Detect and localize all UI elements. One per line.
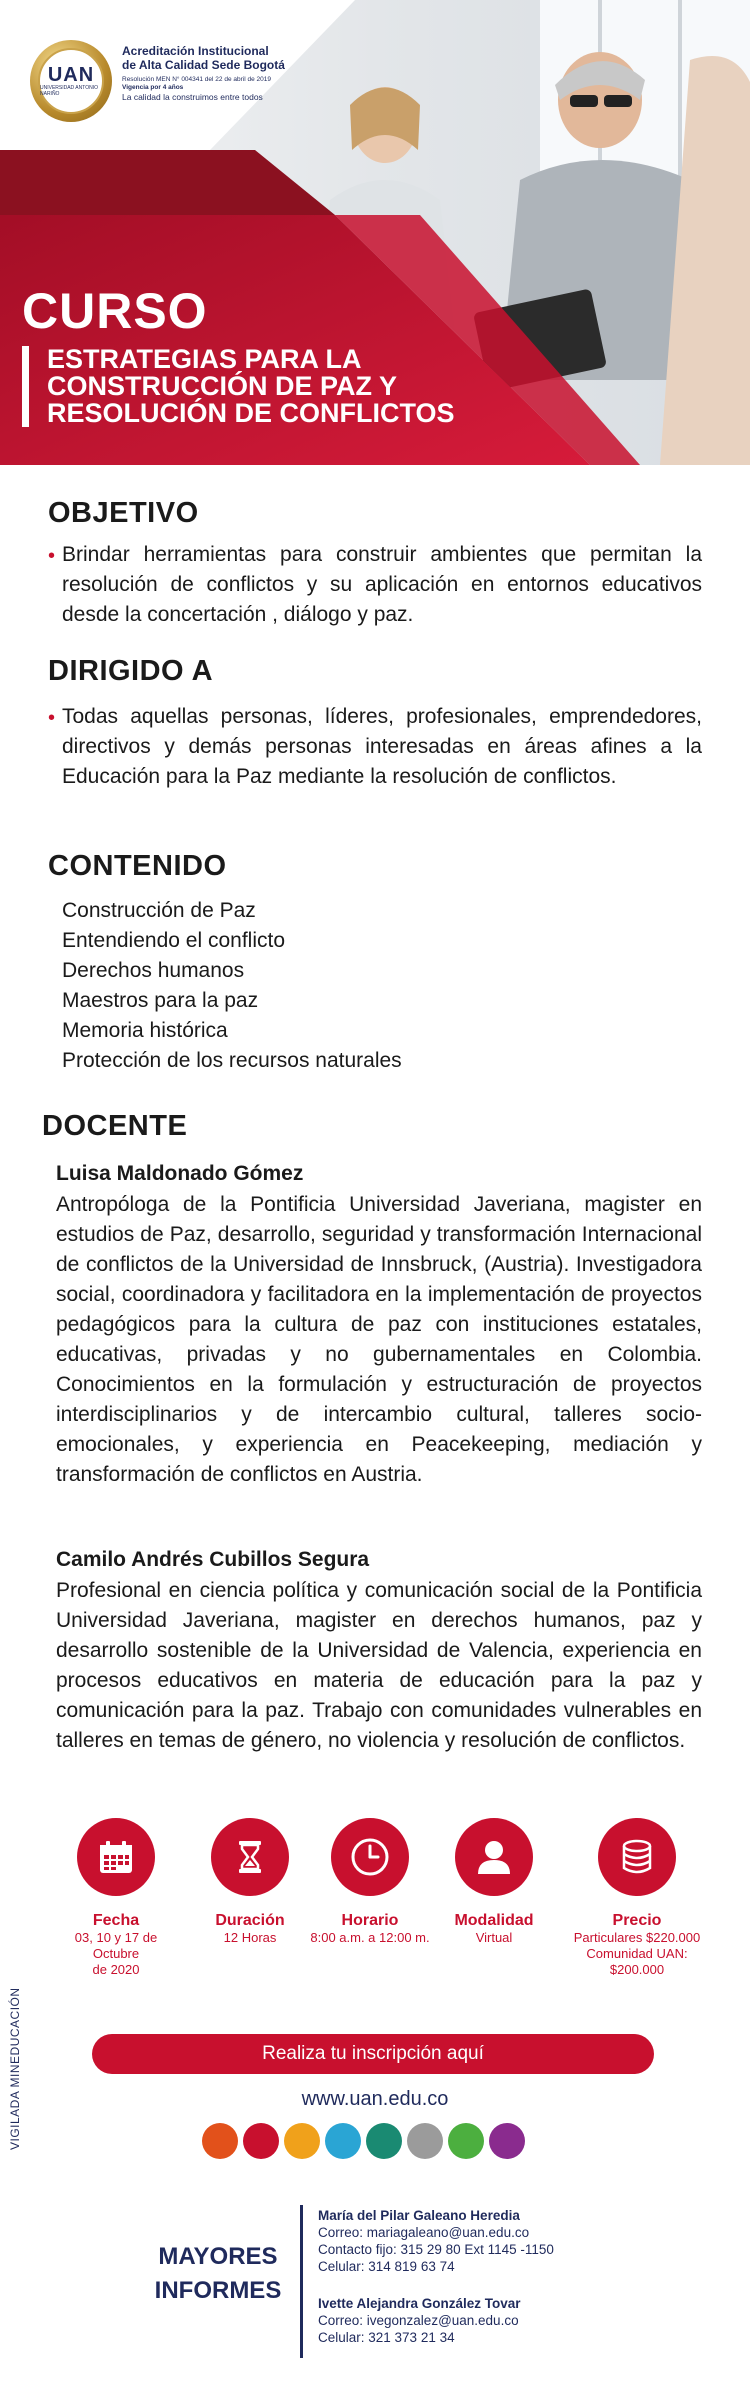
hourglass-icon (211, 1818, 289, 1896)
contact-name: María del Pilar Galeano Heredia (318, 2208, 520, 2223)
contact-name: Ivette Alejandra González Tovar (318, 2296, 521, 2311)
list-item: Derechos humanos (62, 959, 245, 982)
color-dot (366, 2123, 402, 2159)
dirigido-text: Todas aquellas personas, líderes, profesionales, emprendedores, directivos y demás personas interesadas en áreas afines a la Educación para la Paz mediante la resolución de conflictos. (62, 705, 702, 788)
accreditation-text (122, 44, 362, 103)
info-horario (300, 1818, 440, 1946)
color-dot (325, 2123, 361, 2159)
info-value: Particulares $220.000 (573, 1930, 701, 1945)
color-dot (407, 2123, 443, 2159)
course-label: CURSO (22, 283, 208, 339)
bullet-icon: • (48, 545, 56, 567)
info-label: Horario (341, 1912, 399, 1929)
objetivo-heading: OBJETIVO (48, 497, 199, 529)
info-label: Modalidad (454, 1912, 534, 1929)
color-dot (489, 2123, 525, 2159)
list-item: Construcción de Paz (62, 899, 256, 922)
contact-line: Celular: 321 373 21 34 (318, 2330, 455, 2345)
logo-subtext: UNIVERSIDAD ANTONIO NARIÑO (40, 85, 98, 97)
database-icon (598, 1818, 676, 1896)
register-button[interactable]: Realiza tu inscripción aquí (92, 2034, 654, 2074)
teacher-name: Camilo Andrés Cubillos Segura (56, 1548, 370, 1571)
accreditation-line1: Acreditación Institucional (122, 44, 269, 58)
list-item: Entendiendo el conflicto (62, 929, 285, 952)
palette-dots (202, 2123, 525, 2159)
info-value: Comunidad UAN: $200.000 (586, 1946, 688, 1977)
contact-block (318, 2295, 521, 2346)
color-dot (202, 2123, 238, 2159)
accreditation-resolution: Resolución MEN N° 004341 del 22 de abril de 2019 (122, 76, 271, 83)
color-dot (243, 2123, 279, 2159)
docente-heading: DOCENTE (42, 1110, 188, 1142)
university-slogan: La calidad la construimos entre todos (122, 92, 263, 102)
vigilada-text: VIGILADA MINEDUCACIÓN (8, 1987, 22, 2150)
clock-icon (331, 1818, 409, 1896)
info-duracion (180, 1818, 320, 1946)
hero-banner (0, 0, 750, 465)
course-name-line: RESOLUCIÓN DE CONFLICTOS (47, 398, 455, 428)
course-name-line: CONSTRUCCIÓN DE PAZ Y (47, 371, 398, 401)
contenido-heading: CONTENIDO (48, 850, 227, 882)
list-item: Protección de los recursos naturales (62, 1049, 402, 1072)
color-dot (448, 2123, 484, 2159)
accreditation-validity: Vigencia por 4 años (122, 84, 184, 91)
list-item: Memoria histórica (62, 1019, 228, 1042)
course-name-line: ESTRATEGIAS PARA LA (47, 344, 362, 374)
website-link[interactable]: www.uan.edu.co (301, 2088, 449, 2110)
calendar-icon (77, 1818, 155, 1896)
dirigido-heading: DIRIGIDO A (48, 655, 214, 687)
info-value: Octubre (92, 1946, 140, 1961)
info-label: Duración (215, 1912, 285, 1929)
logo-text: UAN (47, 64, 95, 86)
contact-line[interactable]: Correo: mariagaleano@uan.edu.co (318, 2225, 530, 2240)
divider (300, 2205, 303, 2358)
university-seal (30, 40, 112, 122)
mayores-informes-heading (148, 2240, 288, 2308)
info-fecha (46, 1818, 186, 1978)
course-name (22, 346, 455, 427)
objetivo-text: Brindar herramientas para construir ambientes que permitan la resolución de conflictos y su aplicación en entornos educativos desde la concertación , diálogo y paz. (62, 543, 702, 626)
info-label: Precio (612, 1912, 662, 1929)
contact-line: Contacto fijo: 315 29 80 Ext 1145 -1150 (318, 2242, 554, 2257)
info-value: 03, 10 y 17 de (74, 1930, 158, 1945)
info-value: 12 Horas (223, 1930, 277, 1945)
contact-line: Celular: 314 819 63 74 (318, 2259, 455, 2274)
user-icon (455, 1818, 533, 1896)
vigilada-label (8, 1987, 30, 2150)
accreditation-line2: de Alta Calidad Sede Bogotá (122, 58, 285, 72)
info-value: Virtual (475, 1930, 513, 1945)
contact-block (318, 2207, 554, 2275)
mayores-line: MAYORES (158, 2243, 278, 2270)
contenido-list (62, 896, 402, 1076)
info-value: de 2020 (92, 1962, 140, 1977)
mayores-line: INFORMES (154, 2277, 282, 2304)
color-dot (284, 2123, 320, 2159)
info-label: Fecha (92, 1912, 140, 1929)
teacher-bio: Profesional en ciencia política y comunicación social de la Pontificia Universidad Javeriana, magister en derechos humanos, paz y desarrollo sostenible de la Universidad de Valencia, experiencia en procesos educativos en materia de educación para la paz y comunicación para la paz. Trabajo con comunidades vulnerables en talleres en temas de género, no violencia y resolución de conflictos. (56, 1579, 702, 1752)
info-value: 8:00 a.m. a 12:00 m. (310, 1930, 430, 1945)
teacher-bio: Antropóloga de la Pontificia Universidad Javeriana, magister en estudios de Paz, desarrollo, seguridad y transformación Internacional de conflictos de la Universidad de Innsbruck, (Austria). Investigadora social, coordinadora y facilitadora en la implementación de proyectos pedagógicos para la cultura de paz con instituciones estatales, educativas, privadas y no gubernamentales en Colombia. Conocimientos en la formulación y estructuración de proyectos interdisciplinarios y de intercambio cultural, talleres socio-emocionales, y experiencia en Peacekeeping, mediación y transformación de conflictos en Austria. (56, 1193, 702, 1486)
list-item: Maestros para la paz (62, 989, 259, 1012)
info-modalidad (424, 1818, 564, 1946)
university-logo-block (30, 34, 360, 129)
bullet-icon: • (48, 707, 56, 729)
contact-line[interactable]: Correo: ivegonzalez@uan.edu.co (318, 2313, 519, 2328)
teacher-name: Luisa Maldonado Gómez (56, 1162, 304, 1185)
info-precio (562, 1818, 712, 1978)
